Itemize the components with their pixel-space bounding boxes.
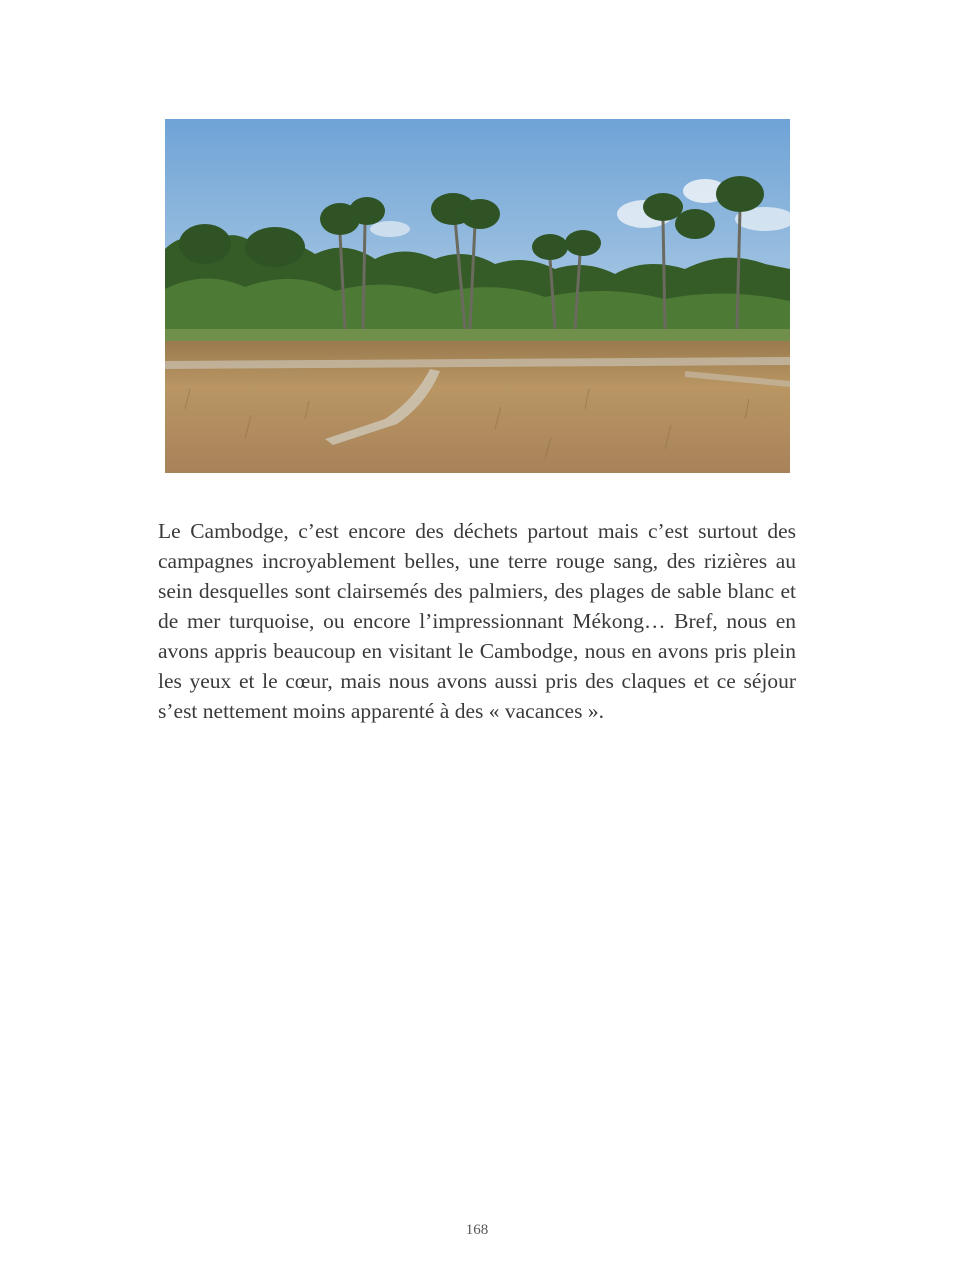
body-paragraph: Le Cambodge, c’est encore des déchets partout mais c’est surtout des campagnes incroyablement belles, une terre rouge sang, des rizières au sein desquelles sont clairsemés des palmiers, des plages de sable blanc et de mer turquoise, ou encore l’impressionnant Mékong… Bref, nous en avons appris beaucoup en visitant le Cambodge, nous en avons pris plein les yeux et le cœur, mais nous avons aussi pris des claques et ce séjour s’est nettement moins apparenté à des « vacances ». — [158, 519, 796, 723]
landscape-photo — [165, 119, 790, 473]
page-number: 168 — [465, 1222, 489, 1238]
